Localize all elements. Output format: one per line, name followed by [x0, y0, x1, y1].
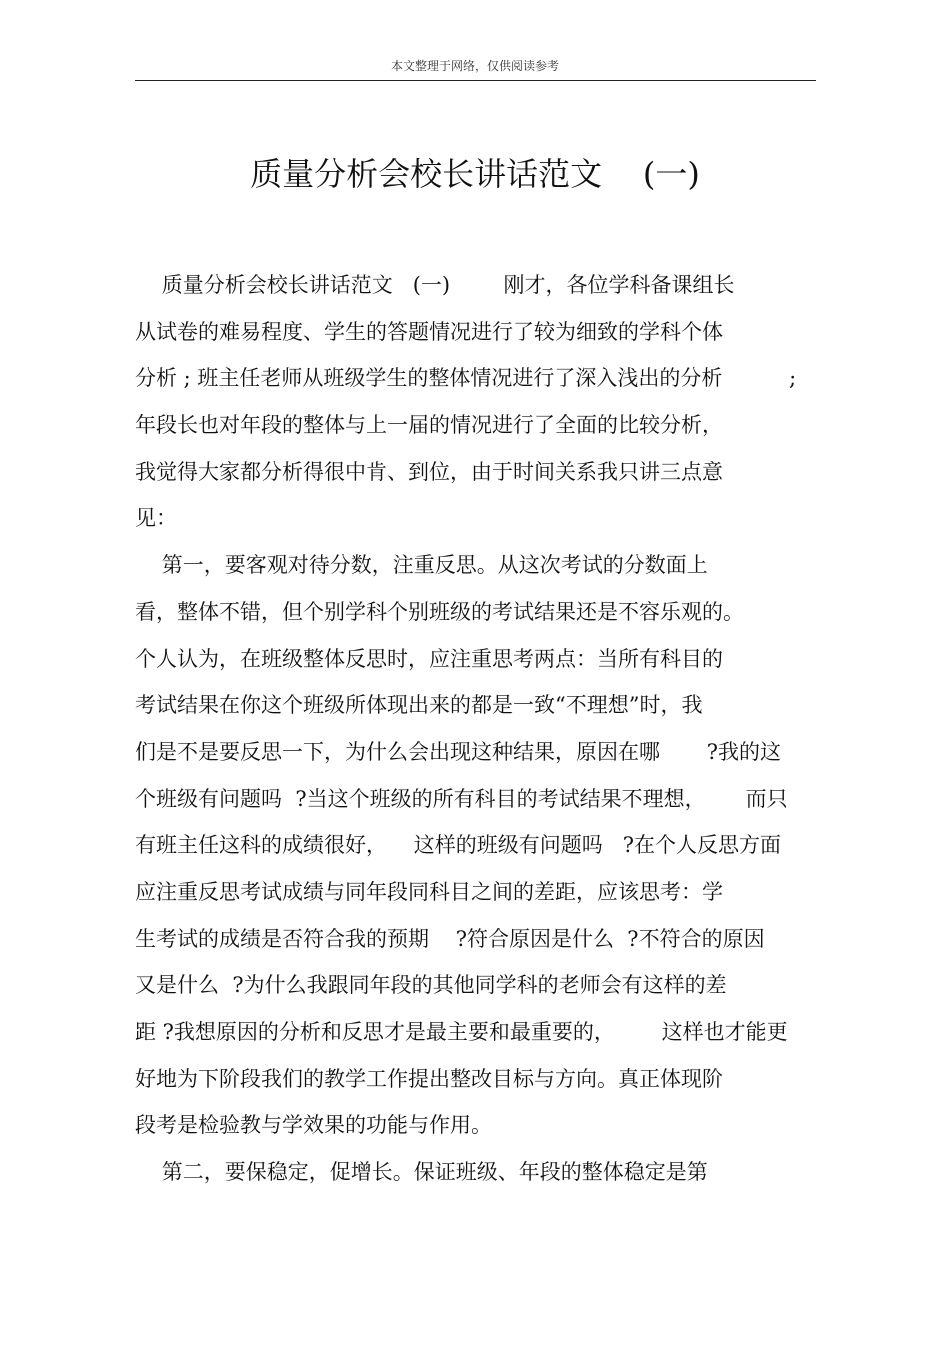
document-body: [135, 262, 835, 1196]
paragraph-line: 应注重反思考试成绩与同年段同科目之间的差距，应该思考：学: [135, 879, 723, 904]
paragraph-line: 们是不是要反思一下，为什么会出现这种结果，原因在哪 ?我的这: [135, 739, 781, 764]
header-divider: [135, 80, 816, 81]
document-title: 质量分析会校长讲话范文 (一): [250, 155, 700, 193]
paragraph-line: 生考试的成绩是否符合我的预期 ?符合原因是什么 ?不符合的原因: [135, 926, 765, 951]
paragraph-line: 个班级有问题吗 ?当这个班级的所有科目的考试结果不理想， 而只: [135, 786, 788, 811]
paragraph-line: 见：: [135, 506, 177, 531]
paragraph-line: 好地为下阶段我们的教学工作提出整改目标与方向。真正体现阶: [135, 1066, 723, 1091]
page-header-note: 本文整理于网络，仅供阅读参考: [390, 59, 559, 73]
paragraph-line: 年段长也对年段的整体与上一届的情况进行了全面的比较分析，: [135, 413, 723, 438]
paragraph-line: 看，整体不错，但个别学科个别班级的考试结果还是不容乐观的。: [135, 599, 744, 624]
paragraph-line: 段考是检验教与学效果的功能与作用。: [135, 1113, 492, 1138]
paragraph-line: 考试结果在你这个班级所体现出来的都是一致“不理想”时，我: [135, 693, 703, 718]
paragraph-line: 质量分析会校长讲话范文 (一) 刚才，各位学科备课组长: [135, 273, 735, 297]
paragraph-line: 第二，要保稳定，促增长。保证班级、年段的整体稳定是第: [135, 1160, 708, 1185]
paragraph-line: 距 ?我想原因的分析和反思才是最主要和最重要的， 这样也才能更: [135, 1020, 788, 1044]
paragraph-line: 第一，要客观对待分数，注重反思。从这次考试的分数面上: [135, 553, 708, 578]
paragraph-line: 分析 ; 班主任老师从班级学生的整体情况进行了深入浅出的分析 ;: [135, 366, 797, 391]
paragraph-line: 又是什么 ?为什么我跟同年段的其他同学科的老师会有这样的差: [135, 973, 727, 998]
paragraph-line: 我觉得大家都分析得很中肯、到位，由于时间关系我只讲三点意: [135, 459, 723, 484]
paragraph-line: 从试卷的难易程度、学生的答题情况进行了较为细致的学科个体: [135, 319, 723, 344]
paragraph-line: 有班主任这科的成绩很好， 这样的班级有问题吗 ?在个人反思方面: [135, 833, 781, 858]
paragraph-line: 个人认为，在班级整体反思时，应注重思考两点：当所有科目的: [135, 646, 723, 671]
